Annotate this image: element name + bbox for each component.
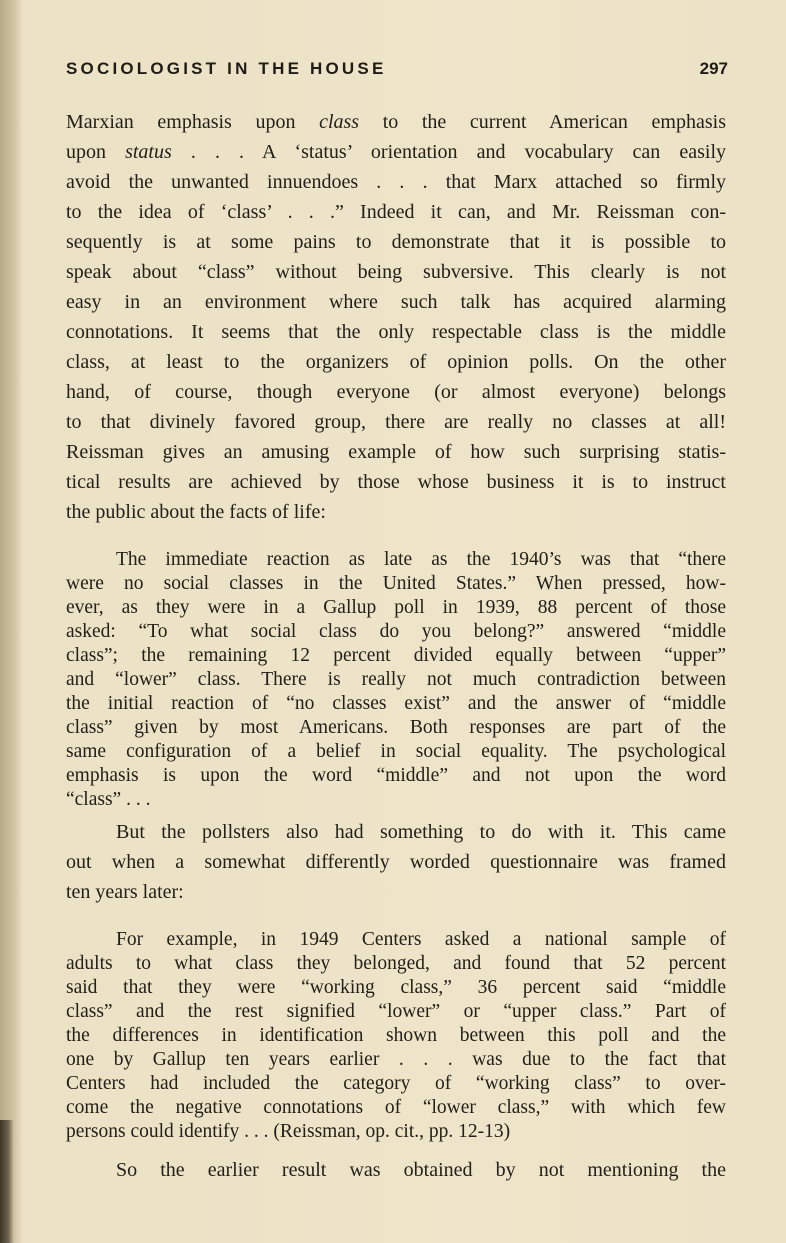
text-line: easy in an environment where such talk has acquired alarming (66, 291, 726, 313)
quote-line: the differences in identification shown between this poll and the (66, 1025, 726, 1046)
quote-line: The immediate reaction as late as the 1940’s was that “there (116, 549, 726, 570)
text-line: sequently is at some pains to demonstrate that it is possible to (66, 231, 726, 253)
quote-line: class”; the remaining 12 percent divided equally between “upper” (66, 645, 726, 666)
quote-line: the initial reaction of “no classes exist” and the answer of “middle (66, 693, 726, 714)
quote-line: one by Gallup ten years earlier . . . was due to the fact that (66, 1049, 726, 1070)
quote-line: “class” . . . (66, 789, 151, 810)
text-line: to that divinely favored group, there are really no classes at all! (66, 411, 726, 433)
text-line: ten years later: (66, 881, 184, 903)
quote-line: come the negative connotations of “lower class,” with which few (66, 1097, 726, 1118)
running-head: SOCIOLOGIST IN THE HOUSE (66, 59, 387, 78)
quote-line: persons could identify . . . (Reissman, op. cit., pp. 12-13) (66, 1121, 511, 1142)
gutter-shadow (0, 1120, 14, 1243)
quote-line: Centers had included the category of “working class” to over- (66, 1073, 726, 1094)
quote-line: asked: “To what social class do you belong?” answered “middle (66, 621, 726, 642)
text-line: the public about the facts of life: (66, 501, 326, 523)
text-line: But the pollsters also had something to do with it. This came (116, 821, 726, 843)
text-line: Reissman gives an amusing example of how such surprising statis- (66, 441, 726, 463)
book-gutter (0, 0, 22, 1243)
text-line: So the earlier result was obtained by not mentioning the (116, 1159, 726, 1181)
text-line: to the idea of ‘class’ . . .” Indeed it can, and Mr. Reissman con- (66, 201, 726, 223)
text-line: speak about “class” without being subversive. This clearly is not (66, 261, 726, 283)
quote-line: class” given by most Americans. Both responses are part of the (66, 717, 726, 738)
quote-line: For example, in 1949 Centers asked a national sample of (116, 929, 726, 950)
text-line: avoid the unwanted innuendoes . . . that Marx attached so firmly (66, 171, 726, 193)
quote-line: and “lower” class. There is really not much contradiction between (66, 669, 726, 690)
quote-line: adults to what class they belonged, and found that 52 percent (66, 953, 726, 974)
text-line: connotations. It seems that the only respectable class is the middle (66, 321, 726, 343)
text-line: class, at least to the organizers of opinion polls. On the other (66, 351, 726, 373)
text-line: tical results are achieved by those whose business it is to instruct (66, 471, 726, 493)
quote-line: said that they were “working class,” 36 percent said “middle (66, 977, 726, 998)
text-line: Marxian emphasis upon class to the current American emphasis (66, 111, 726, 133)
text-line: hand, of course, though everyone (or almost everyone) belongs (66, 381, 726, 403)
quote-line: class” and the rest signified “lower” or “upper class.” Part of (66, 1001, 726, 1022)
quote-line: ever, as they were in a Gallup poll in 1939, 88 percent of those (66, 597, 726, 618)
text-line: upon status . . . A ‘status’ orientation and vocabulary can easily (66, 141, 727, 163)
page-number: 297 (699, 59, 728, 78)
quote-line: emphasis is upon the word “middle” and not upon the word (66, 765, 726, 786)
quote-line: same configuration of a belief in social equality. The psychological (66, 741, 726, 762)
text-line: out when a somewhat differently worded questionnaire was framed (66, 851, 726, 873)
quote-line: were no social classes in the United States.” When pressed, how- (66, 573, 726, 594)
